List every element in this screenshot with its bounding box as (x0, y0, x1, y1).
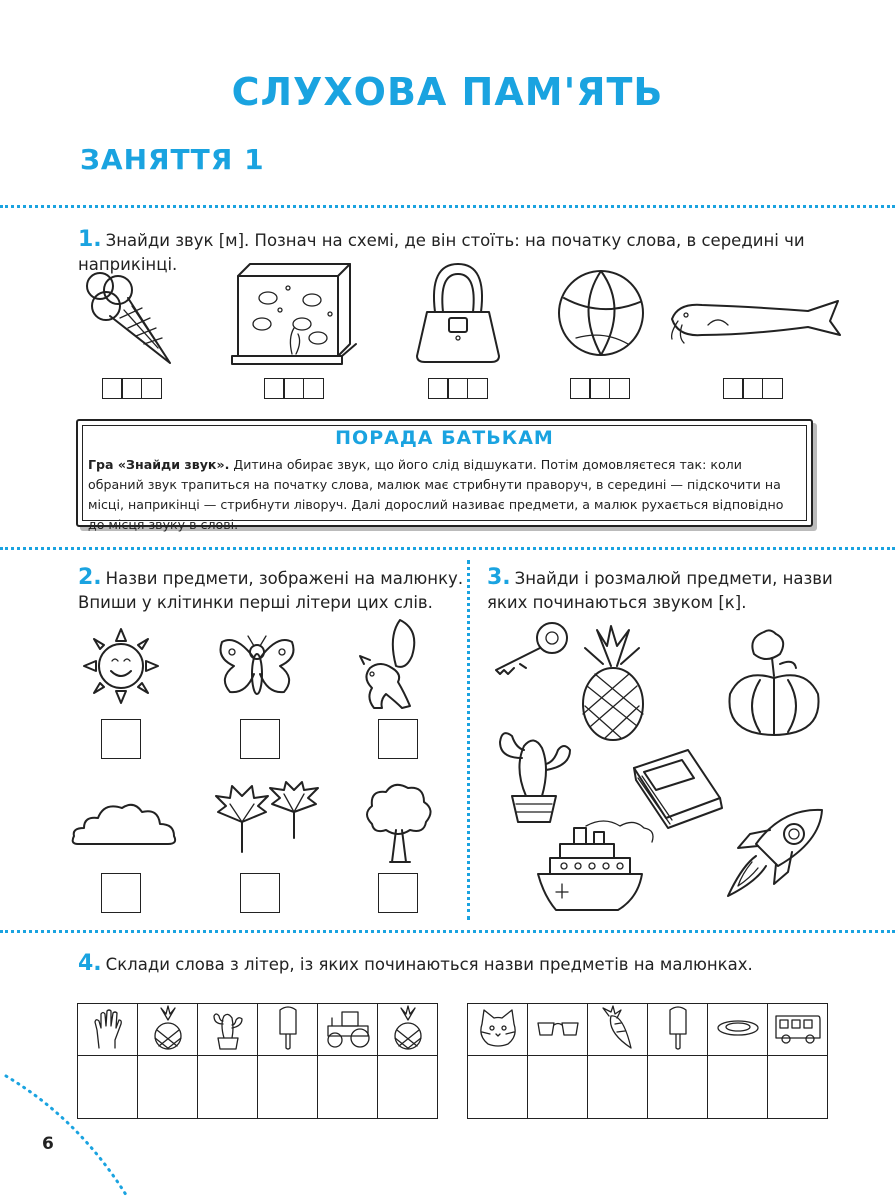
task1-text: Знайди звук [м]. Познач на схемі, де він стоїть: на початку слова, в середині чи наприкінці. (78, 231, 805, 274)
cactus-icon (210, 1006, 246, 1050)
leaves-icon (208, 782, 330, 854)
answer-box-sun[interactable] (101, 719, 141, 759)
table1-cell-pineapple-2 (378, 1004, 438, 1056)
tractor-icon (324, 1008, 372, 1048)
rocket-icon (722, 804, 828, 900)
cactus-icon (494, 718, 576, 824)
butterfly-icon (216, 634, 298, 700)
table2-cell-ice-cream (648, 1004, 708, 1056)
aquarium-icon (232, 258, 356, 366)
sun-icon (80, 625, 162, 707)
divider-middle (0, 547, 895, 550)
ball-icon (556, 268, 646, 358)
key-icon (490, 620, 574, 676)
plate-icon (716, 1018, 760, 1038)
letter-cell-2-3[interactable] (588, 1056, 648, 1119)
table2-cell-carrot (588, 1004, 648, 1056)
task4-text: Склади слова з літер, із яких починаються назви предметів на малюнках. (105, 955, 753, 974)
tree-icon (362, 780, 436, 864)
catfish-icon (668, 295, 844, 347)
advice-box (76, 419, 813, 532)
letter-cell-2-6[interactable] (768, 1056, 828, 1119)
task3-line1: Знайди і розмалюй предмети, назви (514, 569, 833, 588)
letter-cell-1-2[interactable] (138, 1056, 198, 1119)
ice-cream-icon (276, 1006, 300, 1050)
table1-cell-tractor (318, 1004, 378, 1056)
task3-instruction (487, 566, 877, 615)
task1-number: 1. (78, 227, 102, 252)
divider-top (0, 205, 895, 208)
carrot-icon (601, 1006, 635, 1050)
scheme-bag[interactable] (429, 378, 488, 399)
advice-body: Дитина обирає звук, що його слід відшукати. Потім домовляєтеся так: коли обраний звук трапиться на початку слова, малюк має стрибнути праворуч, в середині — підскочити на місці, наприкінці — стрибнути ліворуч. Далі дорослий називає предмети, а малюк рухається відповідно до місця звуку в слові. (88, 457, 784, 532)
ice-cream-icon (80, 268, 180, 368)
scheme-ball[interactable] (571, 378, 630, 399)
answer-box-squirrel[interactable] (378, 719, 418, 759)
pumpkin-icon (722, 628, 826, 736)
scheme-aquarium[interactable] (265, 378, 324, 399)
letter-cell-1-3[interactable] (198, 1056, 258, 1119)
cat-icon (478, 1008, 518, 1048)
task3-number: 3. (487, 565, 511, 590)
letter-cell-2-2[interactable] (528, 1056, 588, 1119)
table2-cell-glasses (528, 1004, 588, 1056)
task2-line2: Впиши у клітинки перші літери цих слів. (78, 593, 433, 612)
task2-instruction (78, 566, 468, 615)
advice-text (88, 455, 801, 535)
letter-cell-2-4[interactable] (648, 1056, 708, 1119)
book-icon (630, 746, 724, 828)
letter-cell-1-6[interactable] (378, 1056, 438, 1119)
squirrel-icon (356, 616, 420, 712)
word-table-2 (467, 1003, 828, 1119)
scheme-catfish[interactable] (724, 378, 783, 399)
letter-cell-2-1[interactable] (468, 1056, 528, 1119)
divider-bottom (0, 930, 895, 933)
task4-instruction (78, 952, 858, 977)
advice-game-name: Гра «Знайди звук». (88, 457, 230, 472)
hand-icon (93, 1008, 123, 1048)
task3-line2: яких починаються звуком [к]. (487, 593, 747, 612)
table1-cell-ice-cream (258, 1004, 318, 1056)
task4-number: 4. (78, 951, 102, 976)
cloud-icon (70, 798, 178, 848)
answer-box-cloud[interactable] (101, 873, 141, 913)
pineapple-icon (151, 1006, 185, 1050)
letter-cell-1-5[interactable] (318, 1056, 378, 1119)
scheme-ice-cream[interactable] (103, 378, 162, 399)
table2-cell-plate (708, 1004, 768, 1056)
bag-icon (413, 260, 503, 366)
table1-cell-pineapple (138, 1004, 198, 1056)
page-title: СЛУХОВА ПАМ'ЯТЬ (231, 70, 664, 114)
answer-box-leaves[interactable] (240, 873, 280, 913)
ship-icon (534, 818, 658, 914)
table2-cell-cat (468, 1004, 528, 1056)
pineapple-icon (577, 626, 647, 742)
answer-box-butterfly[interactable] (240, 719, 280, 759)
glasses-icon (536, 1017, 580, 1039)
pineapple-icon (391, 1006, 425, 1050)
letter-cell-2-5[interactable] (708, 1056, 768, 1119)
bus-icon (774, 1012, 822, 1044)
advice-title: ПОРАДА БАТЬКАМ (335, 427, 554, 449)
ice-cream-icon (666, 1006, 690, 1050)
table1-cell-hand (78, 1004, 138, 1056)
table1-cell-cactus (198, 1004, 258, 1056)
page-number: 6 (42, 1134, 54, 1154)
task2-line1: Назви предмети, зображені на малюнку. (105, 569, 464, 588)
answer-box-tree[interactable] (378, 873, 418, 913)
table2-cell-bus (768, 1004, 828, 1056)
lesson-title: ЗАНЯТТЯ 1 (80, 143, 265, 176)
letter-cell-1-4[interactable] (258, 1056, 318, 1119)
task2-number: 2. (78, 565, 102, 590)
corner-dotted-arc (0, 1070, 140, 1200)
